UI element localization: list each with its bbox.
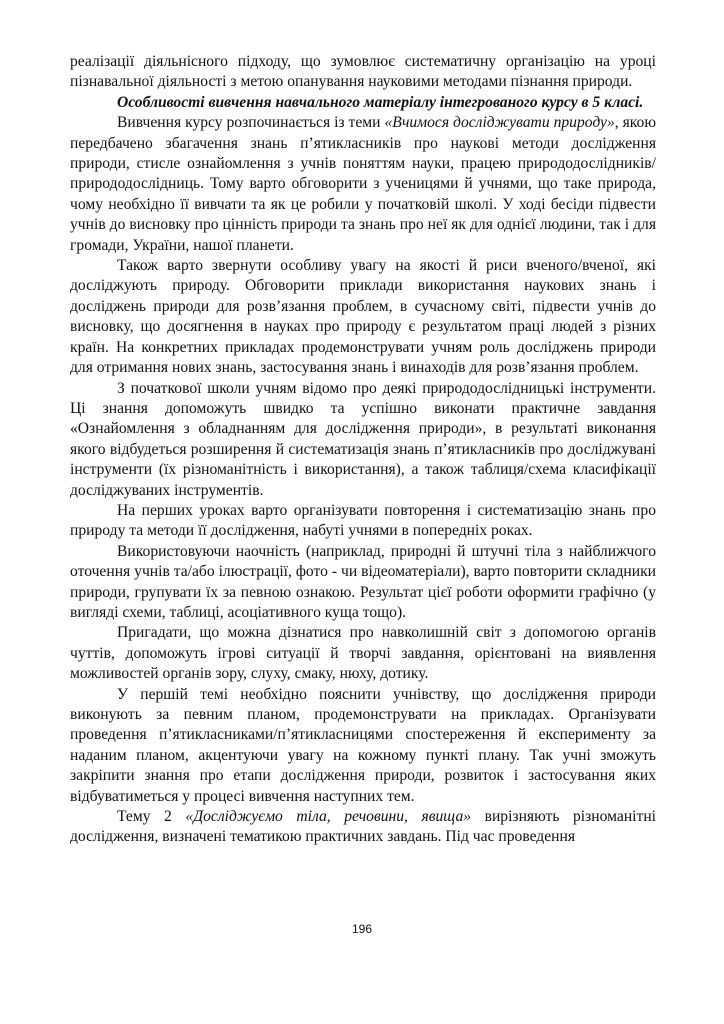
paragraph-topic-two [70, 807, 656, 848]
paragraph-scientist-qualities: Також варто звернути особливу увагу на якості й риси вченого/вченої, які досліджують природу. Обговорити приклади використання наукових знань і досліджень природи для розв’язання проблем, в сучасному світі, підвести учнів до висновку, що досягнення в науках про природу є результатом праці людей з різних країн. На конкретних прикладах продемонструвати учням роль досліджень природи для отримання нових знань, застосування знань і винаходів для розв’язання проблем. [70, 257, 656, 377]
paragraph-course-intro [70, 113, 656, 256]
paragraph-first-lessons: На перших уроках варто організувати повторення і систематизацію знань про природу та методи її дослідження, набуті учнями в попередніх роках. [70, 501, 656, 540]
paragraph-text: Вивчення курсу розпочинається із теми [117, 114, 385, 132]
paragraph-visual-aids: Використовуючи наочність (наприклад, природні й штучні тіла з найближчого оточення учнів та/або ілюстрації, фото - чи відеоматеріали), варто повторити складники природи, групувати їх за певною ознакою. Результат цієї роботи оформити графічно (у вигляді схеми, таблиці, асоціативного куща тощо). [70, 542, 656, 621]
topic-title-italic: «Вчимося досліджувати природу» [384, 114, 615, 132]
paragraph-text: вирізняють різноманітні дослідження, визначені тематикою практичних завдань. Під час проведення [70, 808, 656, 846]
paragraph-research-plan: У першій темі необхідно пояснити учнівству, що дослідження природи виконують за певним планом, продемонструвати на прикладах. Організувати проведення п’ятикласниками/п’ятикласницями спостереження й експерименту за наданим планом, акцентуючи увагу на кожному пункті плану. Так учні зможуть закріпити знання про етапи дослідження природи, розвиток і застосування яких відбуватиметься у процесі вивчення наступних тем. [70, 685, 656, 805]
paragraph-text: Тему 2 [117, 808, 186, 826]
paragraph-instruments: З початкової школи учням відомо про деякі природодослідницькі інструменти. Ці знання допоможуть швидко та успішно виконати практичне завдання «Ознайомлення з обладнанням для дослідження природи», в результаті виконання якого відбудеться розширення й систематизація знань п’ятикласників про досліджувані інструменти (їх різноманітність і використання), а також таблиця/схема класифікації досліджуваних інструментів. [70, 379, 656, 499]
section-heading: Особливості вивчення навчального матеріалу інтегрованого курсу в 5 класі. [117, 93, 644, 111]
document-body [70, 52, 656, 848]
topic-title-italic: «Досліджуємо тіла, речовини, явища» [185, 808, 472, 826]
paragraph-continuation: реалізації діяльнісного підходу, що зумовлює систематичну організацію на уроці пізнавальної діяльності з метою опанування науковими методами пізнання природи. [70, 53, 656, 91]
paragraph-senses: Пригадати, що можна дізнатися про навколишній світ з допомогою органів чуттів, допоможуть ігрові ситуації й творчі завдання, орієнтовані на виявлення можливостей органів зору, слуху, смаку, нюху, дотику. [70, 624, 656, 683]
paragraph-text: , якою передбачено збагачення знань п’ятикласників про наукові методи дослідження природи, стисле ознайомлення з учнів поняттям науки, працею природодослідників/природодослідниць. Тому варто обговорити з ученицями й учнями, що таке природа, чому необхідно її вивчати та як це робили у початковій школі. У ході бесіди підвести учнів до висновку про цінність природи та знань про неї як для однієї людини, так і для громади, України, нашої планети. [70, 114, 656, 254]
page-number: 196 [351, 922, 373, 936]
